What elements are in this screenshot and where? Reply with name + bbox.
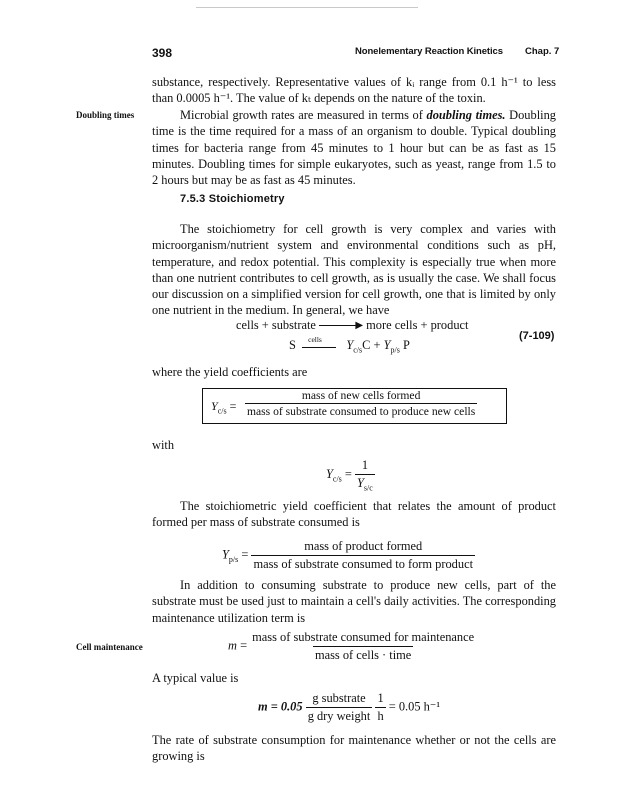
- typical-fraction-2: [375, 691, 385, 724]
- text-where: where the yield coefficients are: [152, 365, 308, 379]
- product-yield-equation: [222, 539, 475, 572]
- box-fraction: [245, 389, 477, 418]
- equation-number: (7-109): [519, 330, 555, 342]
- paragraph-consumption-rate: The rate of substrate consumption for maintenance whether or not the cells are growing is: [152, 733, 556, 764]
- doubling-term: doubling times.: [426, 108, 506, 122]
- product-lhs-sub: p/s: [228, 554, 239, 564]
- eq109-ycs-sub: c/s: [353, 345, 363, 355]
- eq109-ycs: Y: [346, 338, 354, 352]
- text-typical-value: A typical value is: [152, 671, 239, 685]
- eq109-yps: Y: [383, 338, 391, 352]
- eq109-c: C: [362, 338, 371, 352]
- paragraph-stoichiometry: The stoichiometry for cell growth is very complex and varies with microorganism/nutrient system and environmental conditions such as pH, temperature, and redox potential. This complexity is especially true when more than one nutrient contributes to cell growth, as is usually the case. We shall focus our discussion on a simplified version for cell growth, one that is limited by only one nutrient in the medium. In general, we have: [152, 222, 556, 318]
- box-lhs-sub: c/s: [217, 406, 227, 416]
- section-title: Stoichiometry: [208, 193, 285, 205]
- yield-coefficient-box: [202, 388, 507, 424]
- recip-lhs: Y: [326, 467, 333, 482]
- eq109-products: more cells + product: [366, 318, 469, 332]
- paragraph-product-yield: The stoichiometric yield coefficient that relates the amount of product formed per mass of substrate consumed is: [152, 499, 556, 530]
- running-title: Nonelementary Reaction Kinetics: [355, 46, 503, 57]
- paragraph-maintenance: In addition to consuming substrate to produce new cells, part of the substrate must be used just to maintain a cell's daily activities. The corresponding maintenance utilization term is: [152, 578, 556, 625]
- product-equals: =: [241, 547, 249, 562]
- maint-equals: =: [240, 638, 248, 653]
- paragraph-toxin-values: substance, respectively. Representative values of kᵢ range from 0.1 h⁻¹ to less than 0.0005 h⁻¹. The value of kₜ depends on the nature of the toxin.: [152, 75, 556, 106]
- recip-lhs-sub: c/s: [332, 474, 342, 484]
- eq109-yps-sub: p/s: [390, 345, 400, 355]
- recip-denominator: [355, 474, 375, 492]
- equation-109-line1: [236, 318, 468, 333]
- equation-109-line2: [289, 335, 410, 355]
- box-equals: =: [229, 399, 237, 413]
- product-fraction: [251, 539, 475, 572]
- product-numerator: mass of product formed: [304, 539, 423, 553]
- cells-arrow-label: cells: [308, 335, 322, 345]
- maint-numerator: mass of substrate consumed for maintenance: [252, 630, 475, 644]
- typical-result: = 0.05 h⁻¹: [388, 699, 441, 714]
- product-denominator: mass of substrate consumed to form product: [253, 557, 474, 571]
- maint-fraction: [250, 630, 476, 663]
- typical-fraction-1: [306, 691, 373, 724]
- box-lhs-y: Y: [211, 399, 218, 413]
- typical-den2: h: [377, 709, 384, 723]
- top-rule: [196, 7, 418, 8]
- typical-num2: 1: [377, 691, 384, 705]
- typical-den1: g dry weight: [307, 709, 371, 723]
- doubling-lead: Microbial growth rates are measured in terms of: [180, 108, 427, 122]
- page-number: 398: [152, 46, 173, 60]
- maint-denominator: mass of cells · time: [314, 648, 412, 662]
- maint-lhs: m: [228, 638, 237, 653]
- section-number: 7.5.3: [180, 193, 206, 205]
- recip-numerator: 1: [361, 458, 369, 472]
- typical-num1: g substrate: [312, 691, 366, 705]
- box-denominator: mass of substrate consumed to produce new cells: [247, 405, 476, 418]
- box-lhs: [211, 399, 236, 415]
- recip-fraction: [355, 458, 375, 492]
- eq109-p: P: [402, 338, 410, 352]
- reaction-arrow-icon: ▶: [319, 321, 363, 331]
- eq109-s: S: [289, 338, 296, 352]
- recip-den-sub: s/c: [363, 483, 373, 493]
- section-heading: [180, 193, 285, 205]
- maintenance-equation: [228, 630, 476, 663]
- doubling-rest: Doubling time is the time required for a mass of an organism to double. Typical doubling times for bacteria range from 45 minutes to 1 hour but can be as fast as 15 minutes. Doubling times for simple eukaryotes, such as yeast, range from 1.5 to 2 hours but may be as fast as 45 minutes.: [152, 108, 556, 188]
- eq109-plus: +: [373, 338, 381, 352]
- cells-arrow-icon: [302, 335, 340, 353]
- recip-equals: =: [344, 467, 352, 482]
- typical-value-equation: [258, 691, 440, 724]
- text-with: with: [152, 438, 175, 452]
- paragraph-doubling-times: [152, 107, 556, 188]
- recip-den-y: Y: [357, 476, 364, 490]
- margin-note-cell-maintenance: Cell maintenance: [76, 642, 143, 652]
- reciprocal-equation: [326, 458, 375, 492]
- chapter-label: Chap. 7: [525, 46, 560, 57]
- product-lhs: Y: [222, 547, 229, 562]
- box-numerator: mass of new cells formed: [301, 389, 421, 402]
- eq109-reactants: cells + substrate: [236, 318, 316, 332]
- margin-note-doubling-times: Doubling times: [76, 110, 135, 120]
- typical-lhs: m = 0.05: [258, 699, 303, 714]
